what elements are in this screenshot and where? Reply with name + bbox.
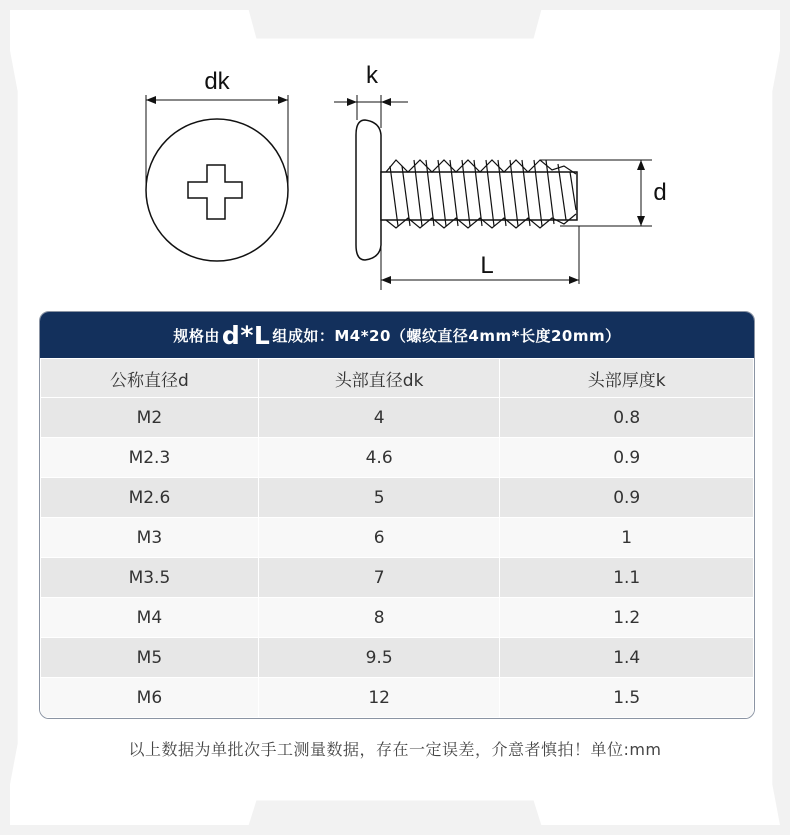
cell-nominal-diameter: M4	[41, 598, 259, 638]
screw-diagram	[0, 0, 790, 300]
spec-title-format: d*L	[221, 320, 271, 350]
table-row	[41, 558, 754, 598]
cell-nominal-diameter: M2	[41, 398, 259, 438]
cell-head-thickness: 1.1	[500, 558, 754, 598]
table-row	[41, 678, 754, 718]
spec-title-prefix: 规格由	[173, 326, 220, 345]
cell-head-thickness: 1	[500, 518, 754, 558]
cell-head-thickness: 0.9	[500, 478, 754, 518]
L-label: L	[480, 252, 494, 279]
cell-head-diameter: 4	[258, 398, 500, 438]
table-row	[41, 398, 754, 438]
header-head-thickness: 头部厚度k	[500, 359, 754, 398]
table-row	[41, 638, 754, 678]
spec-title-bar	[40, 312, 754, 358]
table-header-row	[41, 359, 754, 398]
measurement-note: 以上数据为单批次手工测量数据，存在一定误差，介意者慎拍！单位:mm	[128, 740, 662, 759]
cell-nominal-diameter: M5	[41, 638, 259, 678]
dk-label: dk	[204, 68, 230, 95]
spec-title-suffix: 组成如：M4*20（螺纹直径4mm*长度20mm）	[272, 326, 621, 345]
cell-head-diameter: 9.5	[258, 638, 500, 678]
table-row	[41, 438, 754, 478]
spec-table	[40, 358, 754, 718]
cell-nominal-diameter: M3.5	[41, 558, 259, 598]
screw-shank	[381, 172, 577, 220]
cell-head-thickness: 0.8	[500, 398, 754, 438]
cell-head-thickness: 1.5	[500, 678, 754, 718]
cell-head-diameter: 6	[258, 518, 500, 558]
cell-head-diameter: 7	[258, 558, 500, 598]
cell-nominal-diameter: M3	[41, 518, 259, 558]
spec-table-panel	[39, 311, 755, 719]
cell-head-thickness: 1.4	[500, 638, 754, 678]
d-label: d	[653, 179, 667, 206]
header-nominal-diameter: 公称直径d	[41, 359, 259, 398]
cell-head-thickness: 1.2	[500, 598, 754, 638]
cell-head-diameter: 5	[258, 478, 500, 518]
cell-nominal-diameter: M2.6	[41, 478, 259, 518]
cell-head-thickness: 0.9	[500, 438, 754, 478]
cell-head-diameter: 4.6	[258, 438, 500, 478]
cell-nominal-diameter: M2.3	[41, 438, 259, 478]
table-row	[41, 478, 754, 518]
k-label: k	[366, 62, 378, 89]
cell-nominal-diameter: M6	[41, 678, 259, 718]
table-row	[41, 598, 754, 638]
header-head-diameter: 头部直径dk	[258, 359, 500, 398]
table-row	[41, 518, 754, 558]
screw-head-side-view	[356, 120, 381, 260]
cell-head-diameter: 12	[258, 678, 500, 718]
cell-head-diameter: 8	[258, 598, 500, 638]
